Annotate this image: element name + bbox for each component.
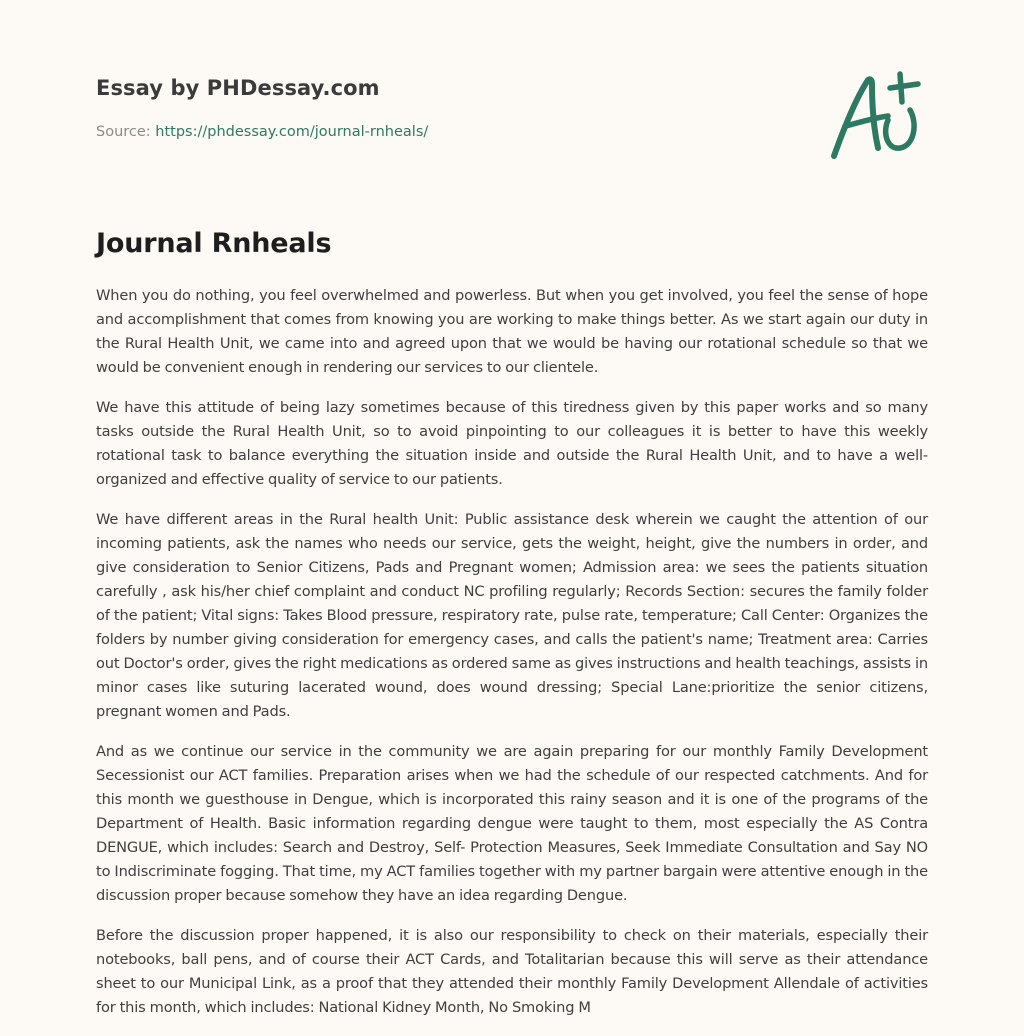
paragraph: When you do nothing, you feel overwhelmed and powerless. But when you get involved, you feel the sense of hope and accomplishment that comes from knowing you are working to make things better. As we start again our duty in the Rural Health Unit, we came into and agreed upon that we would be having our rotational schedule so that we would be convenient enough in rendering our services to our clientele. xyxy=(96,287,928,376)
source-line xyxy=(96,124,428,140)
a-plus-logo-icon xyxy=(826,68,926,163)
source-label: Source: xyxy=(96,124,151,140)
page-header xyxy=(96,76,926,186)
essay-body xyxy=(96,284,928,1036)
paragraph: Before the discussion proper happened, it is also our responsibility to check on their materials, especially their notebooks, ball pens, and of course their ACT Cards, and Totalitarian because this will serve as their attendance sheet to our Municipal Link, as a proof that they attended their monthly Family Development Allendale of activities for this month, which includes: National Kidney Month, No Smoking M xyxy=(96,927,928,1016)
paragraph: And as we continue our service in the community we are again preparing for our monthly Family Development Secessionist our ACT families. Preparation arises when we had the schedule of our respected catchments. And for this month we guesthouse in Dengue, which is incorporated this rainy season and it is one of the programs of the Department of Health. Basic information regarding dengue were taught to them, most especially the AS Contra DENGUE, which includes: Search and Destroy, Self- Protection Measures, Seek Immediate Consultation and Say NO to Indiscriminate fogging. That time, my ACT families together with my partner bargain were attentive enough in the discussion proper because somehow they have an idea regarding Dengue. xyxy=(96,743,928,904)
document-title: Journal Rnheals xyxy=(96,228,332,259)
paragraph: We have different areas in the Rural health Unit: Public assistance desk wherein we caught the attention of our incoming patients, ask the names who needs our service, gets the weight, height, give the numbers in order, and give consideration to Senior Citizens, Pads and Pregnant women; Admission area: we sees the patients situation carefully , ask his/her chief complaint and conduct NC profiling regularly; Records Section: secures the family folder of the patient; Vital signs: Takes Blood pressure, respiratory rate, pulse rate, temperature; Call Center: Organizes the folders by number giving consideration for emergency cases, and calls the patient's name; Treatment area: Carries out Doctor's order, gives the right medications as ordered same as gives instructions and health teachings, assists in minor cases like suturing lacerated wound, does wound dressing; Special Lane:prioritize the senior citizens, pregnant women and Pads. xyxy=(96,511,928,720)
source-link[interactable]: https://phdessay.com/journal-rnheals/ xyxy=(155,124,429,140)
paragraph: We have this attitude of being lazy sometimes because of this tiredness given by this paper works and so many tasks outside the Rural Health Unit, so to avoid pinpointing to our colleagues it is better to have this weekly rotational task to balance everything the situation inside and outside the Rural Health Unit, and to have a well-organized and effective quality of service to our patients. xyxy=(96,399,928,488)
site-title: Essay by PHDessay.com xyxy=(96,76,380,100)
